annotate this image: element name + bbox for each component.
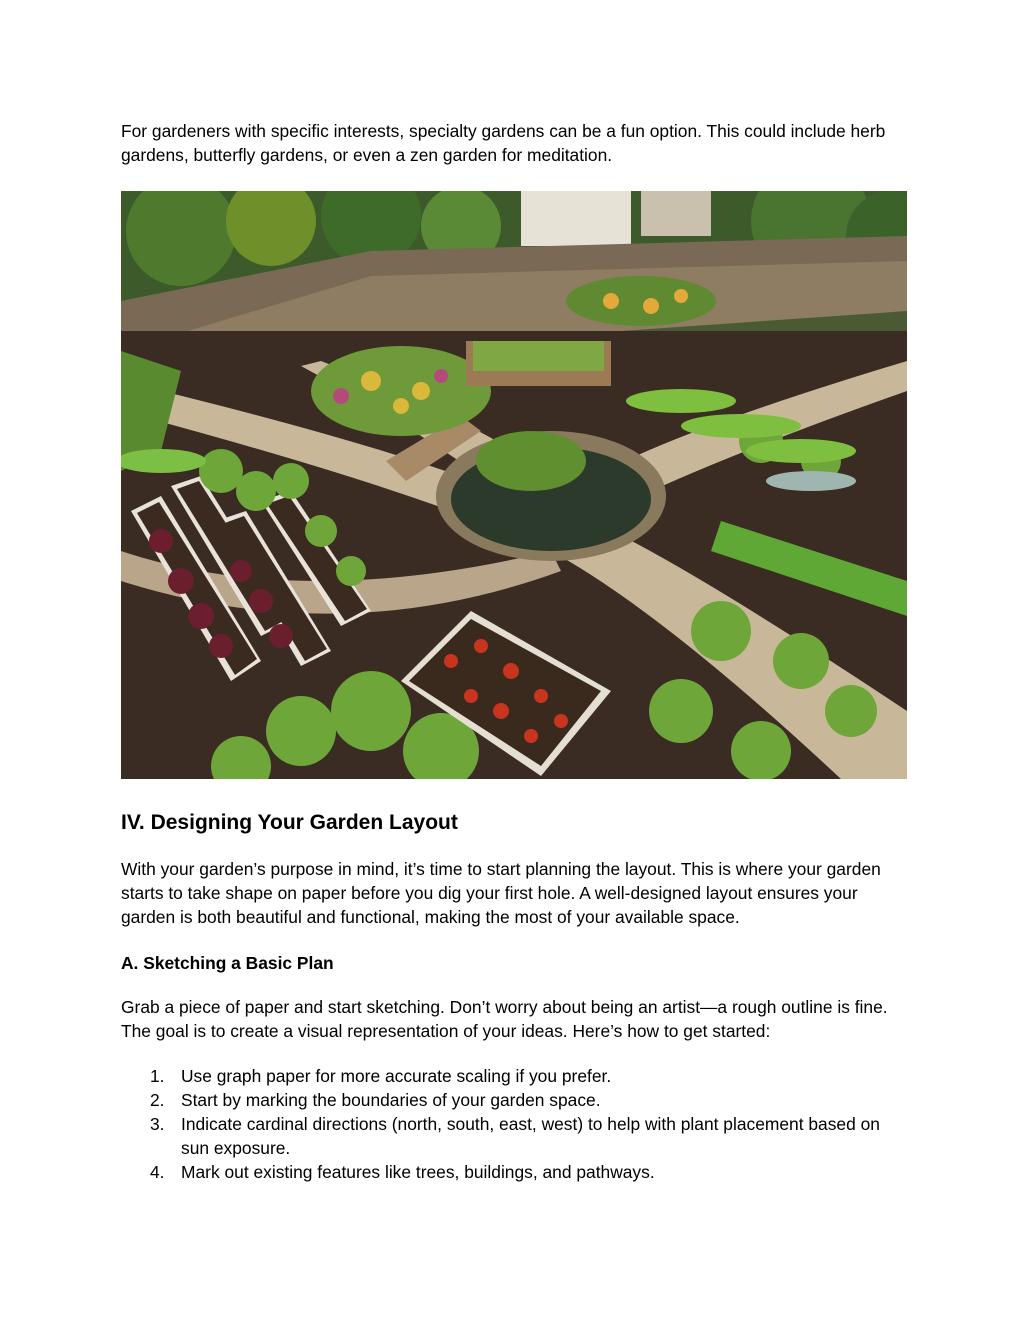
list-number: 3. — [150, 1114, 165, 1134]
list-number: 1. — [150, 1066, 165, 1086]
list-item — [121, 1088, 911, 1112]
list-number: 2. — [150, 1090, 165, 1110]
list-item — [121, 1112, 911, 1160]
section-paragraph: With your garden’s purpose in mind, it’s time to start planning the layout. This is where your garden starts to take shape on paper before you dig your first hole. A well-designed layout ensures your garden is both beautiful and functional, making the most of your available space. — [121, 859, 881, 927]
list-item — [121, 1064, 911, 1088]
garden-photo — [121, 191, 907, 779]
list-item-text: Start by marking the boundaries of your garden space. — [181, 1090, 601, 1110]
intro-paragraph: For gardeners with specific interests, specialty gardens can be a fun option. This could include herb gardens, butterfly gardens, or even a zen garden for meditation. — [121, 121, 886, 165]
steps-list — [121, 1064, 911, 1184]
subsection-paragraph: Grab a piece of paper and start sketching. Don’t worry about being an artist—a rough outline is fine. The goal is to create a visual representation of your ideas. Here’s how to get started: — [121, 997, 888, 1041]
list-item — [121, 1160, 911, 1184]
section-heading: IV. Designing Your Garden Layout — [121, 811, 458, 834]
list-item-text: Use graph paper for more accurate scaling if you prefer. — [181, 1066, 612, 1086]
subsection-heading: A. Sketching a Basic Plan — [121, 953, 334, 973]
list-number: 4. — [150, 1162, 165, 1182]
list-item-text: Indicate cardinal directions (north, south, east, west) to help with plant placement based on sun exposure. — [181, 1114, 880, 1158]
list-item-text: Mark out existing features like trees, buildings, and pathways. — [181, 1162, 655, 1182]
